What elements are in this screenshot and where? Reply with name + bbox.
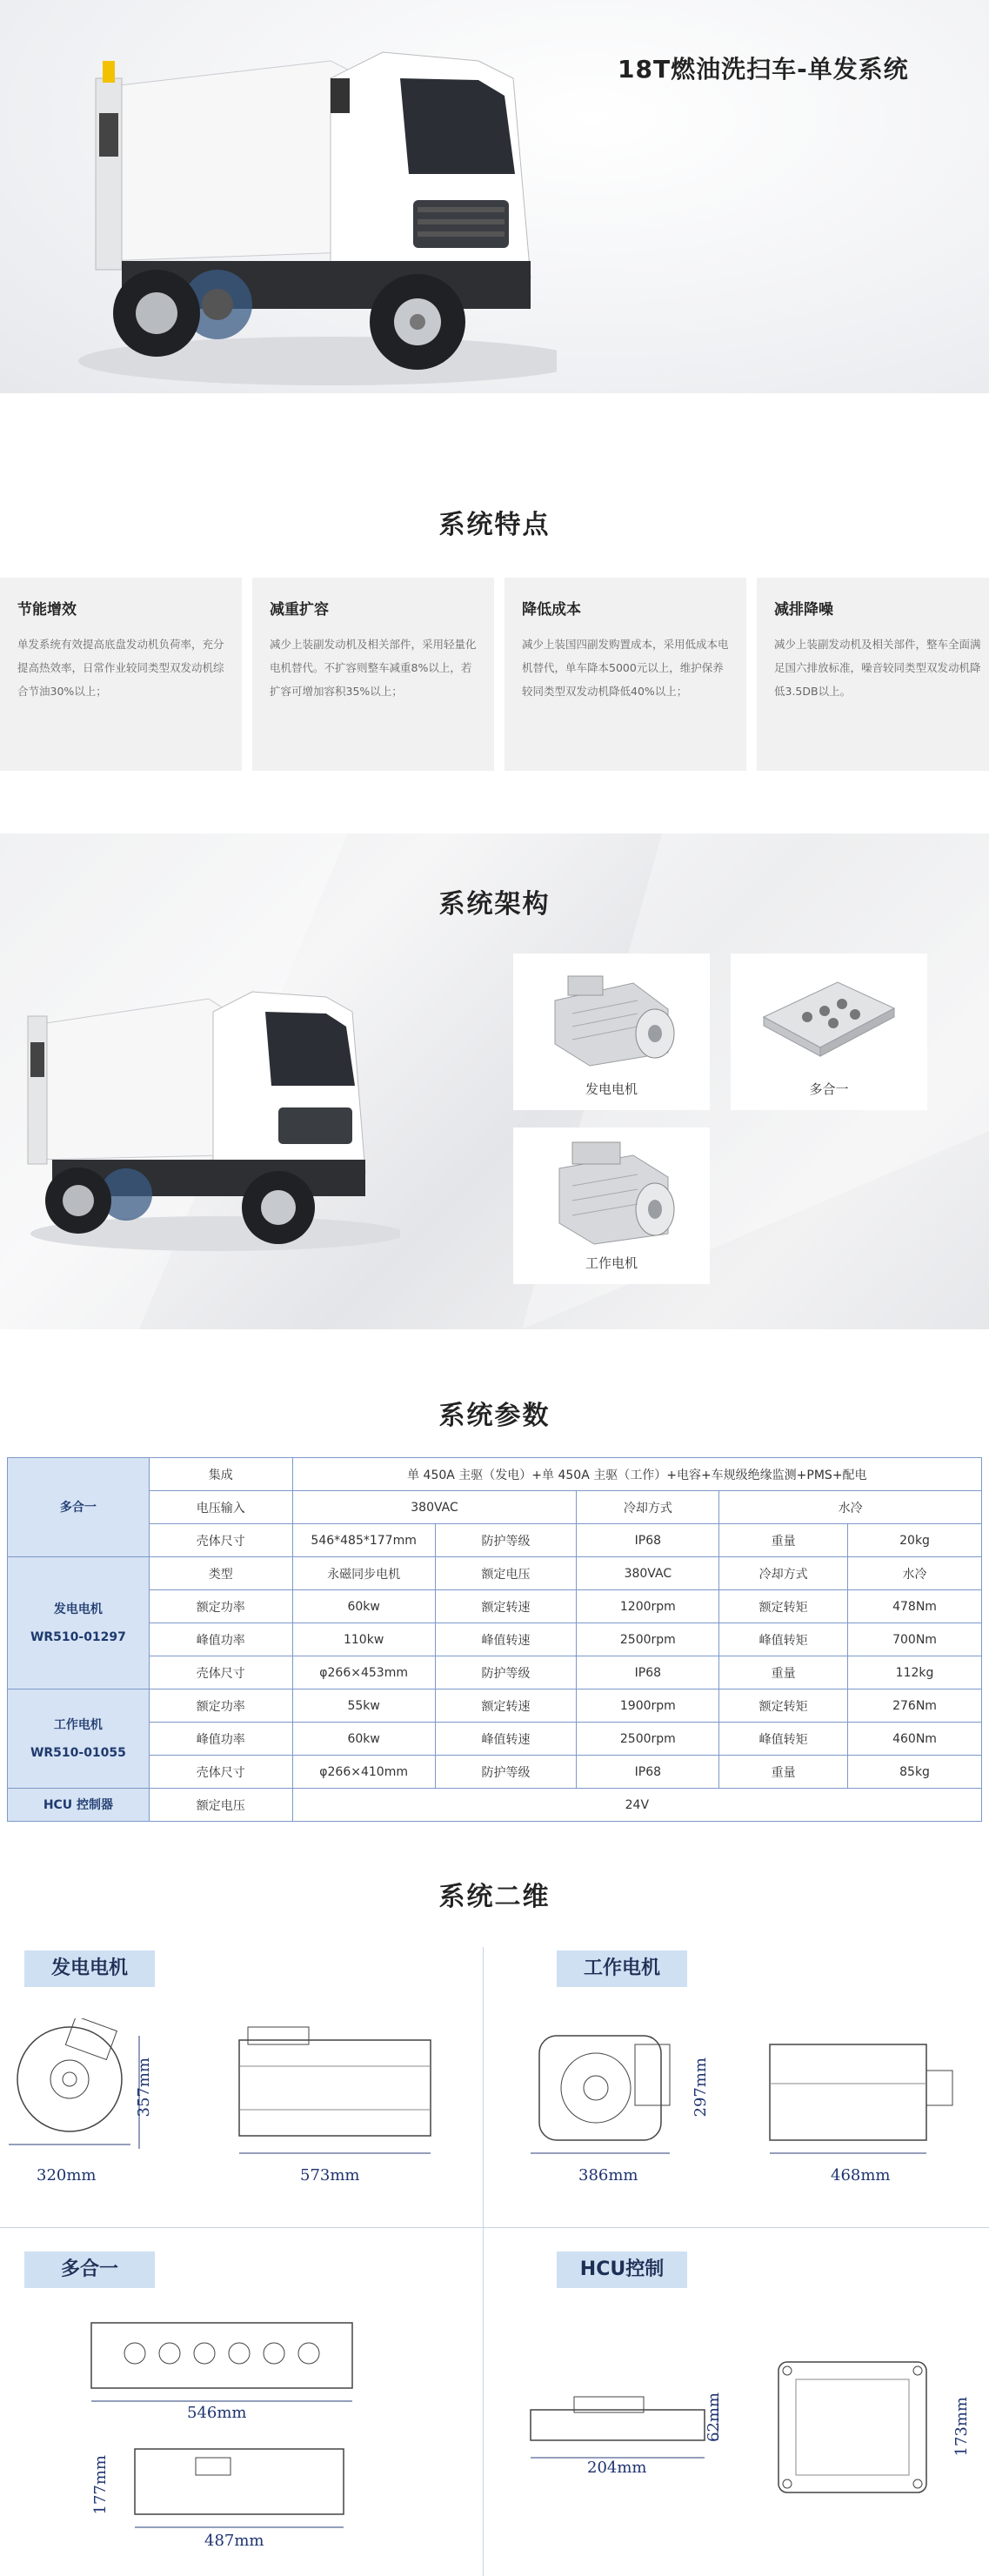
feature-title: 降低成本 bbox=[522, 601, 581, 619]
table-cell: 水冷 bbox=[848, 1557, 982, 1590]
dim-height: 357mm bbox=[135, 2057, 153, 2118]
params-table bbox=[7, 1457, 982, 1822]
table-row bbox=[8, 1756, 982, 1789]
table-cell: 额定功率 bbox=[149, 1689, 292, 1723]
table-cell: 2500rpm bbox=[577, 1623, 719, 1656]
params-title: 系统参数 bbox=[438, 1401, 551, 1431]
hcu-side-drawing bbox=[522, 2384, 731, 2471]
table-cell: 峰值转矩 bbox=[719, 1723, 848, 1756]
dim-width: 204mm bbox=[587, 2459, 647, 2477]
table-row bbox=[8, 1656, 982, 1689]
group-model: WR510-01055 bbox=[30, 1745, 126, 1760]
architecture-section bbox=[0, 833, 989, 1329]
table-cell: 额定转矩 bbox=[719, 1689, 848, 1723]
table-cell: 重量 bbox=[719, 1524, 848, 1557]
dim-height: 177mm bbox=[91, 2455, 110, 2515]
table-row bbox=[8, 1524, 982, 1557]
dim-height: 297mm bbox=[692, 2057, 710, 2118]
group-name bbox=[8, 1689, 150, 1789]
dim-label-work-motor: 工作电机 bbox=[557, 1950, 687, 1987]
table-row bbox=[8, 1789, 982, 1822]
divider bbox=[483, 1947, 484, 2576]
feature-card-cost bbox=[505, 578, 746, 771]
dim-length: 468mm bbox=[831, 2166, 891, 2185]
table-row bbox=[8, 1458, 982, 1491]
table-cell: 壳体尺寸 bbox=[149, 1756, 292, 1789]
dim-label-generator: 发电电机 bbox=[24, 1950, 155, 1987]
feature-text: 减少上装副发动机及相关部件，整车全面满足国六排放标准，噪音较同类型双发动机降低3.5DB以上。 bbox=[774, 638, 981, 698]
table-cell: 380VAC bbox=[292, 1491, 577, 1524]
table-cell: 重量 bbox=[719, 1756, 848, 1789]
table-cell: 壳体尺寸 bbox=[149, 1656, 292, 1689]
feature-text: 减少上装副发动机及相关部件，采用轻量化电机替代。不扩容则整车减重8%以上，若扩容可增加容积35%以上； bbox=[270, 638, 477, 698]
table-cell: IP68 bbox=[577, 1656, 719, 1689]
table-cell: 电压输入 bbox=[149, 1491, 292, 1524]
dim-height: 173mm bbox=[952, 2397, 971, 2457]
component-label: 多合一 bbox=[809, 1081, 849, 1097]
table-cell: 永磁同步电机 bbox=[292, 1557, 435, 1590]
table-cell: 单 450A 主驱（发电）+单 450A 主驱（工作）+电容+车规级绝缘监测+PMS+配电 bbox=[292, 1458, 981, 1491]
table-cell: 276Nm bbox=[848, 1689, 982, 1723]
group-model: WR510-01297 bbox=[30, 1629, 126, 1644]
table-cell: 防护等级 bbox=[435, 1756, 577, 1789]
table-cell: φ266×453mm bbox=[292, 1656, 435, 1689]
component-card-multi-in-one bbox=[731, 953, 927, 1110]
feature-card-energy bbox=[0, 578, 242, 771]
sweeper-truck-image bbox=[70, 26, 557, 391]
table-cell: 额定转速 bbox=[435, 1590, 577, 1623]
table-cell: 700Nm bbox=[848, 1623, 982, 1656]
feature-card-emission bbox=[757, 578, 989, 771]
multi-in-one-side-drawing bbox=[117, 2436, 361, 2540]
table-cell: 24V bbox=[292, 1789, 981, 1822]
table-row bbox=[8, 1557, 982, 1590]
table-cell: 1900rpm bbox=[577, 1689, 719, 1723]
divider bbox=[0, 2227, 989, 2228]
group-name bbox=[8, 1557, 150, 1689]
dim-width: 386mm bbox=[578, 2166, 638, 2185]
group-title: 发电电机 bbox=[53, 1602, 103, 1616]
table-cell: 冷却方式 bbox=[577, 1491, 719, 1524]
table-cell: 类型 bbox=[149, 1557, 292, 1590]
table-cell: 546*485*177mm bbox=[292, 1524, 435, 1557]
table-cell: IP68 bbox=[577, 1756, 719, 1789]
table-cell: 水冷 bbox=[719, 1491, 982, 1524]
controller-box-icon bbox=[755, 969, 903, 1065]
table-cell: 额定转速 bbox=[435, 1689, 577, 1723]
features-title: 系统特点 bbox=[438, 510, 551, 540]
group-title: 工作电机 bbox=[53, 1717, 103, 1732]
table-cell: 112kg bbox=[848, 1656, 982, 1689]
table-cell: 60kw bbox=[292, 1590, 435, 1623]
work-motor-icon bbox=[538, 1138, 685, 1247]
feature-title: 减排降噪 bbox=[774, 601, 833, 619]
table-row bbox=[8, 1491, 982, 1524]
architecture-title: 系统架构 bbox=[438, 889, 551, 920]
table-cell: 478Nm bbox=[848, 1590, 982, 1623]
group-name: 多合一 bbox=[8, 1458, 150, 1557]
table-row bbox=[8, 1590, 982, 1623]
hcu-top-drawing bbox=[765, 2349, 939, 2506]
component-label: 发电电机 bbox=[585, 1081, 638, 1097]
table-cell: IP68 bbox=[577, 1524, 719, 1557]
table-cell: 额定转矩 bbox=[719, 1590, 848, 1623]
table-cell: 额定功率 bbox=[149, 1590, 292, 1623]
feature-title: 节能增效 bbox=[17, 601, 77, 619]
table-cell: 1200rpm bbox=[577, 1590, 719, 1623]
feature-text: 单发系统有效提高底盘发动机负荷率，充分提高热效率，日常作业较同类型双发动机综合节油30%以上； bbox=[17, 638, 224, 698]
work-motor-side-drawing bbox=[761, 2031, 961, 2162]
table-cell: 防护等级 bbox=[435, 1524, 577, 1557]
dim-height: 62mm bbox=[705, 2392, 723, 2443]
dim-length: 546mm bbox=[187, 2404, 247, 2422]
group-name: HCU 控制器 bbox=[8, 1789, 150, 1822]
table-cell: 55kw bbox=[292, 1689, 435, 1723]
sweeper-truck-image bbox=[17, 973, 400, 1260]
table-cell: 2500rpm bbox=[577, 1723, 719, 1756]
table-cell: 额定电压 bbox=[149, 1789, 292, 1822]
feature-text: 减少上装国四副发购置成本，采用低成本电机替代，单车降本5000元以上，维护保养较同类型双发动机降低40%以上； bbox=[522, 638, 729, 698]
table-row bbox=[8, 1623, 982, 1656]
dim-width: 320mm bbox=[37, 2166, 97, 2185]
table-cell: 峰值转速 bbox=[435, 1623, 577, 1656]
table-cell: 冷却方式 bbox=[719, 1557, 848, 1590]
table-cell: 85kg bbox=[848, 1756, 982, 1789]
generator-motor-icon bbox=[538, 966, 685, 1070]
table-row bbox=[8, 1689, 982, 1723]
generator-side-drawing bbox=[222, 2023, 439, 2162]
table-cell: 峰值功率 bbox=[149, 1723, 292, 1756]
table-cell: 峰值转速 bbox=[435, 1723, 577, 1756]
table-cell: φ266×410mm bbox=[292, 1756, 435, 1789]
table-cell: 460Nm bbox=[848, 1723, 982, 1756]
dim-length: 573mm bbox=[300, 2166, 360, 2185]
multi-in-one-top-drawing bbox=[83, 2314, 361, 2410]
table-cell: 防护等级 bbox=[435, 1656, 577, 1689]
component-card-work-motor bbox=[513, 1127, 710, 1284]
feature-title: 减重扩容 bbox=[270, 601, 329, 619]
table-cell: 380VAC bbox=[577, 1557, 719, 1590]
component-label: 工作电机 bbox=[585, 1255, 638, 1271]
generator-front-drawing bbox=[9, 2018, 130, 2158]
hero-title: 18T燃油洗扫车-单发系统 bbox=[618, 55, 909, 84]
hero-banner bbox=[0, 0, 989, 393]
dim-width: 487mm bbox=[204, 2532, 264, 2550]
table-row bbox=[8, 1723, 982, 1756]
table-cell: 110kw bbox=[292, 1623, 435, 1656]
table-cell: 重量 bbox=[719, 1656, 848, 1689]
dim-label-multi-in-one: 多合一 bbox=[24, 2251, 155, 2288]
table-cell: 20kg bbox=[848, 1524, 982, 1557]
table-cell: 额定电压 bbox=[435, 1557, 577, 1590]
dim-label-hcu: HCU控制 bbox=[557, 2251, 687, 2288]
feature-card-weight bbox=[252, 578, 494, 771]
table-cell: 壳体尺寸 bbox=[149, 1524, 292, 1557]
component-card-generator bbox=[513, 953, 710, 1110]
dims-title: 系统二维 bbox=[438, 1882, 551, 1912]
table-cell: 集成 bbox=[149, 1458, 292, 1491]
table-cell: 峰值功率 bbox=[149, 1623, 292, 1656]
table-cell: 峰值转矩 bbox=[719, 1623, 848, 1656]
work-motor-front-drawing bbox=[522, 2027, 678, 2166]
table-cell: 60kw bbox=[292, 1723, 435, 1756]
